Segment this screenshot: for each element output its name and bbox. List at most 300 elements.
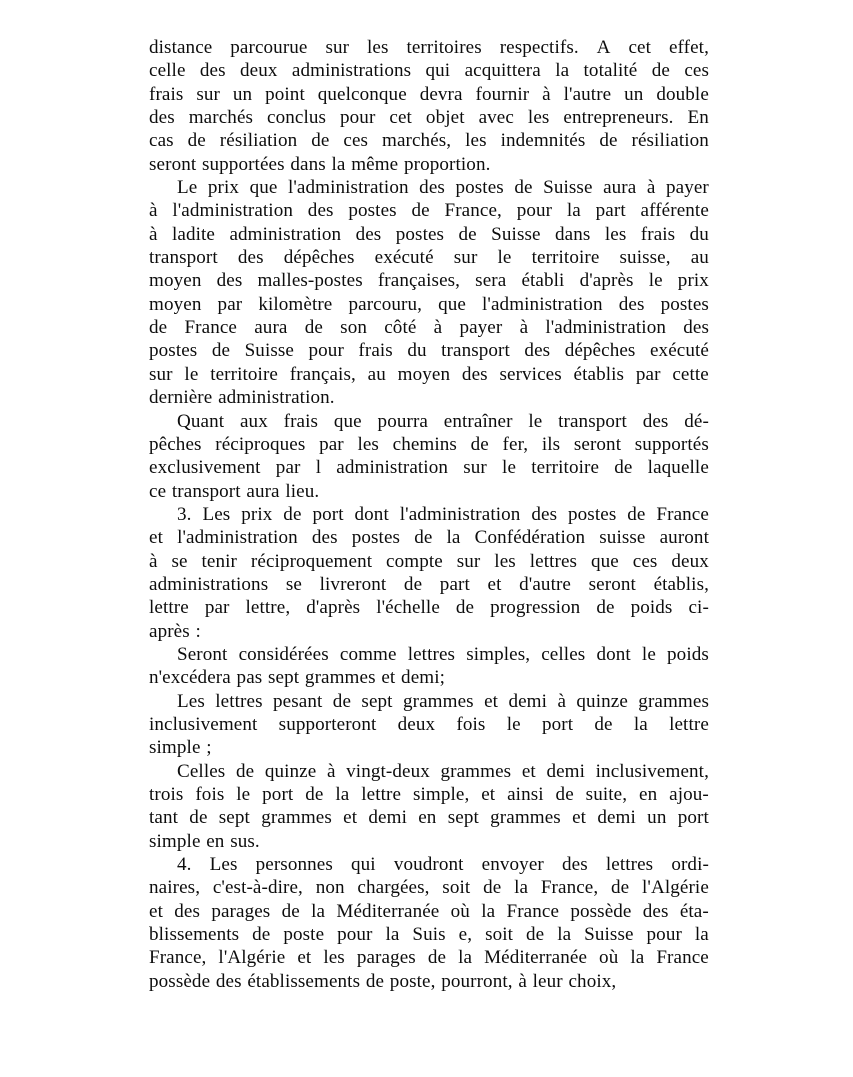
word: e,	[458, 924, 473, 946]
word: quinze	[576, 690, 628, 712]
text-line	[149, 223, 709, 246]
word: lettres	[407, 643, 456, 665]
text-line	[149, 690, 709, 713]
word: la	[566, 200, 581, 222]
paragraph	[149, 410, 709, 503]
word: ladite	[172, 223, 216, 245]
text-line	[149, 59, 709, 82]
word: port	[262, 784, 294, 805]
word: kilomètre	[258, 293, 333, 315]
word: sept	[361, 690, 393, 712]
word: les	[323, 947, 345, 969]
word: frais	[358, 340, 393, 362]
word: simples,	[466, 643, 531, 665]
word: vingt-deux	[346, 760, 430, 782]
text-line	[149, 550, 709, 573]
word: du	[407, 340, 427, 362]
word: ce	[149, 480, 167, 502]
word: le	[236, 784, 251, 805]
word: services	[499, 363, 562, 385]
text-line	[149, 946, 709, 969]
word: poids	[630, 597, 673, 619]
word: à	[519, 317, 529, 339]
word: éta-	[679, 900, 709, 922]
word: payer	[665, 177, 709, 199]
word: de	[596, 597, 615, 619]
word: postes	[348, 200, 397, 222]
word: fournir	[475, 83, 530, 105]
word: le	[528, 410, 543, 432]
word: soit	[442, 877, 471, 899]
word: Le	[177, 177, 198, 199]
word: administration	[229, 223, 342, 245]
word: postes	[455, 177, 504, 199]
word: l'Algérie	[642, 877, 709, 899]
word: côté	[384, 317, 417, 339]
paragraph	[149, 690, 709, 760]
word: Méditerranée	[484, 947, 588, 969]
word: postes	[568, 503, 617, 525]
word: dans	[290, 153, 326, 175]
word: l	[315, 457, 322, 479]
word: des	[174, 900, 201, 922]
word: sur	[196, 83, 220, 105]
word: demi	[508, 690, 548, 712]
text-line	[149, 293, 709, 316]
word: demi	[597, 807, 636, 829]
word: suite,	[585, 784, 628, 805]
word: les	[604, 223, 627, 245]
word: à	[433, 317, 443, 339]
word: suisse	[599, 527, 646, 549]
word: les	[527, 107, 550, 129]
text-line	[149, 643, 709, 666]
word: exécuté	[649, 340, 709, 362]
word: inclusivement,	[595, 760, 709, 782]
word: et	[521, 760, 536, 782]
word: pourra	[377, 410, 428, 432]
word: la	[385, 924, 400, 946]
word: 4.	[177, 854, 192, 876]
word: que	[249, 177, 278, 199]
word: le	[184, 363, 199, 385]
word: de	[149, 317, 168, 339]
word: ces	[684, 60, 709, 82]
word: après	[149, 620, 190, 642]
word: un	[624, 83, 644, 105]
paragraph	[149, 176, 709, 409]
word: le	[641, 643, 656, 665]
word: de	[414, 527, 433, 549]
word: résiliation	[219, 130, 298, 152]
word: des	[561, 854, 588, 876]
text-line	[149, 853, 709, 876]
word: ces	[343, 130, 369, 152]
word: la	[514, 877, 529, 899]
word: que	[333, 410, 362, 432]
word: payer	[459, 317, 503, 339]
word: par	[319, 433, 344, 455]
word: cas	[149, 130, 174, 152]
word: ;	[206, 737, 212, 759]
word: marchés	[188, 107, 254, 129]
word: des	[642, 410, 669, 432]
word: pour	[340, 107, 376, 129]
word: parages	[356, 947, 416, 969]
word: seront	[588, 573, 636, 595]
word: moyen	[149, 270, 202, 292]
word: la	[630, 947, 645, 969]
word: deux	[397, 713, 436, 735]
word: de	[365, 970, 385, 992]
word: à	[326, 760, 336, 782]
word: afférente	[640, 200, 709, 222]
word: où	[599, 947, 619, 969]
word: Les	[202, 503, 231, 525]
text-line	[149, 830, 709, 853]
word: voudront	[393, 854, 464, 876]
paragraph	[149, 760, 709, 853]
word: prix	[677, 270, 709, 292]
word: cette	[672, 363, 709, 385]
word: postes	[395, 223, 445, 245]
word: tant	[149, 807, 179, 829]
word: port	[677, 807, 709, 829]
word: de	[614, 457, 633, 479]
word: par	[635, 363, 661, 385]
word: les	[494, 550, 516, 572]
word: poste	[283, 924, 325, 946]
word: transport	[441, 340, 510, 362]
word: et	[297, 947, 312, 969]
word: En	[687, 107, 709, 129]
word: Méditerranée	[336, 900, 440, 922]
word: de	[514, 177, 533, 199]
word: territoire	[210, 363, 278, 385]
word: pêches	[149, 433, 202, 455]
word: leur	[532, 970, 563, 992]
word: où	[450, 900, 470, 922]
word: lettre,	[245, 597, 291, 619]
word: la	[557, 924, 572, 946]
word: en	[418, 807, 437, 829]
word: de	[555, 784, 574, 805]
word: à	[557, 690, 567, 712]
word: pour	[516, 200, 553, 222]
word: fois	[195, 784, 225, 805]
word: au	[367, 363, 386, 385]
word: lettre	[669, 713, 709, 735]
word: aura	[246, 480, 280, 502]
word: grammes	[638, 690, 709, 712]
text-line	[149, 783, 709, 806]
word: même	[351, 153, 399, 175]
word: pourront,	[441, 970, 513, 992]
word: établis	[573, 363, 625, 385]
word: des	[683, 317, 709, 339]
word: des	[531, 503, 558, 525]
word: des	[237, 247, 264, 269]
word: part	[595, 200, 626, 222]
word: des	[199, 60, 226, 82]
word: celles	[541, 643, 586, 665]
word: frais	[283, 410, 319, 432]
word: des	[215, 970, 242, 992]
word: l'Algérie	[218, 947, 286, 969]
word: l'autre	[563, 83, 612, 105]
word: pour	[646, 924, 682, 946]
text-line	[149, 503, 709, 526]
word: supportés	[634, 433, 709, 455]
word: par	[275, 457, 301, 479]
word: établis,	[653, 573, 709, 595]
word: et	[487, 573, 502, 595]
word: le	[502, 457, 517, 479]
word: ordi-	[671, 854, 709, 876]
word: suisse,	[619, 247, 671, 269]
paragraph	[149, 503, 709, 643]
word: de	[458, 223, 477, 245]
word: dépêches	[283, 247, 355, 269]
text-line	[149, 806, 709, 829]
word: le	[506, 713, 521, 735]
word: l'administration	[172, 200, 294, 222]
word: de	[483, 877, 502, 899]
word: l'administration	[177, 527, 298, 549]
word: port	[312, 503, 344, 525]
word: et	[149, 527, 163, 549]
word: lieu.	[285, 480, 320, 502]
word: aura	[254, 317, 288, 339]
word: par	[217, 293, 243, 315]
word: indemnités	[500, 130, 586, 152]
word: prix	[241, 503, 273, 525]
word: d'autre	[519, 573, 572, 595]
paragraph	[149, 643, 709, 690]
word: sept	[447, 807, 479, 829]
word: résiliation	[631, 130, 709, 152]
word: pas	[236, 667, 263, 689]
text-line	[149, 526, 709, 549]
word: sur	[456, 550, 481, 572]
word: des	[355, 223, 382, 245]
word: de	[189, 807, 208, 829]
word: France	[656, 947, 709, 969]
word: c'est-à-dire,	[212, 877, 303, 899]
word: un	[232, 83, 253, 105]
paragraph	[149, 36, 709, 176]
word: le	[648, 270, 663, 292]
word: grammes	[402, 690, 474, 712]
word: dans	[555, 223, 591, 245]
word: cet	[628, 37, 652, 58]
word: poste,	[389, 970, 436, 992]
word: que	[438, 293, 466, 315]
word: parages	[211, 900, 271, 922]
text-line	[149, 129, 709, 152]
word: administration.	[218, 387, 335, 409]
word: part	[439, 573, 470, 595]
word: des	[461, 363, 488, 385]
text-line	[149, 176, 709, 199]
word: entraîner	[443, 410, 513, 432]
word: celle	[149, 60, 186, 82]
word: simple	[149, 737, 201, 759]
word: fois	[456, 713, 486, 735]
word: transport	[171, 480, 241, 502]
word: fer,	[502, 433, 529, 455]
text-line	[149, 433, 709, 456]
word: comme	[339, 643, 397, 665]
word: sur	[453, 247, 478, 269]
word: des	[149, 107, 175, 129]
word: Les	[209, 854, 238, 876]
word: ajou-	[669, 784, 709, 805]
word: seront	[149, 153, 197, 175]
word: distance	[149, 37, 213, 58]
word: trois	[149, 784, 184, 805]
word: lettres	[529, 550, 578, 572]
word: la	[694, 924, 709, 946]
word: la	[555, 60, 570, 82]
word: grammes	[440, 760, 512, 782]
word: choix,	[568, 970, 617, 992]
word: conclus	[267, 107, 327, 129]
text-line	[149, 36, 709, 59]
word: France	[506, 900, 560, 922]
word: France	[656, 503, 709, 525]
word: l'administration	[482, 293, 603, 315]
word: dont	[596, 643, 631, 665]
word: des	[618, 293, 645, 315]
word: un	[647, 807, 667, 829]
word: prix	[207, 177, 240, 199]
word: en	[206, 830, 225, 852]
word: de	[281, 900, 300, 922]
word: sept	[218, 807, 250, 829]
word: grammes	[261, 807, 332, 829]
word: la	[446, 527, 461, 549]
word: pour	[308, 340, 344, 362]
word: de	[304, 317, 323, 339]
word: lettre	[149, 597, 189, 619]
word: à	[542, 83, 551, 105]
paragraph	[149, 853, 709, 993]
word: A	[596, 37, 611, 58]
word: de	[403, 573, 423, 595]
word: aux	[239, 410, 268, 432]
word: de	[470, 433, 489, 455]
word: de	[594, 713, 613, 735]
word: 3.	[177, 503, 192, 525]
word: lettres	[215, 690, 263, 712]
word: parcouru,	[348, 293, 422, 315]
word: tenir	[201, 550, 237, 572]
word: Suisse	[244, 340, 294, 362]
word: devra	[419, 83, 463, 105]
word: France,	[444, 200, 502, 222]
word: compte	[386, 550, 443, 572]
word: établissements	[247, 970, 361, 992]
word: françaises,	[377, 270, 461, 292]
word: en	[639, 784, 658, 805]
word: inclusivement	[149, 713, 258, 735]
word: et	[572, 807, 587, 829]
word: des	[419, 177, 445, 199]
word: de	[211, 340, 231, 362]
word: Les	[177, 690, 205, 712]
word: avec	[478, 107, 514, 129]
word: à	[149, 550, 158, 572]
word: quinze	[264, 760, 317, 782]
word: port	[541, 713, 574, 735]
word: à	[518, 970, 527, 992]
word: progression	[490, 597, 581, 619]
text-line	[149, 83, 709, 106]
word: et	[149, 900, 163, 922]
word: se	[285, 573, 302, 595]
word: Celles	[177, 760, 226, 782]
word: de	[411, 200, 430, 222]
word: livreront	[319, 573, 387, 595]
word: administrations	[291, 60, 412, 82]
word: réciproques	[215, 433, 306, 455]
text-line	[149, 713, 709, 736]
word: seront	[573, 433, 622, 455]
text-line	[149, 480, 709, 503]
word: totalité	[583, 60, 638, 82]
word: réciproquement	[250, 550, 373, 572]
word: la	[458, 947, 473, 969]
text-line	[149, 620, 709, 643]
word: sur	[463, 457, 487, 479]
text-line	[149, 760, 709, 783]
word: et	[343, 807, 358, 829]
text-line	[149, 153, 709, 176]
word: l'administration	[399, 503, 521, 525]
word: sept	[268, 667, 300, 689]
word: Seront	[177, 643, 228, 665]
word: de	[627, 503, 646, 525]
word: malles-postes	[257, 270, 363, 292]
word: chargées,	[357, 877, 430, 899]
word: ci-	[688, 597, 709, 619]
word: Suisse	[543, 177, 593, 199]
word: frais	[149, 83, 184, 105]
word: de	[235, 760, 255, 782]
word: de	[455, 597, 475, 619]
word: demi	[546, 760, 586, 782]
word: pesant	[273, 690, 323, 712]
word: de	[311, 130, 330, 152]
word: sur	[149, 363, 173, 385]
word: n'excédera	[149, 667, 231, 689]
word: supportées	[201, 153, 285, 175]
word: dé-	[684, 410, 709, 432]
word: simple,	[412, 784, 470, 805]
word: parcourue	[230, 37, 308, 58]
word: auront	[659, 527, 709, 549]
word: respectifs.	[499, 37, 579, 58]
word: envoyer	[481, 854, 544, 876]
text-line	[149, 923, 709, 946]
word: d'après	[306, 597, 361, 619]
word: sur	[325, 37, 350, 58]
word: la	[481, 900, 496, 922]
word: ils	[541, 433, 561, 455]
word: sera	[475, 270, 507, 292]
word: considérées	[238, 643, 329, 665]
